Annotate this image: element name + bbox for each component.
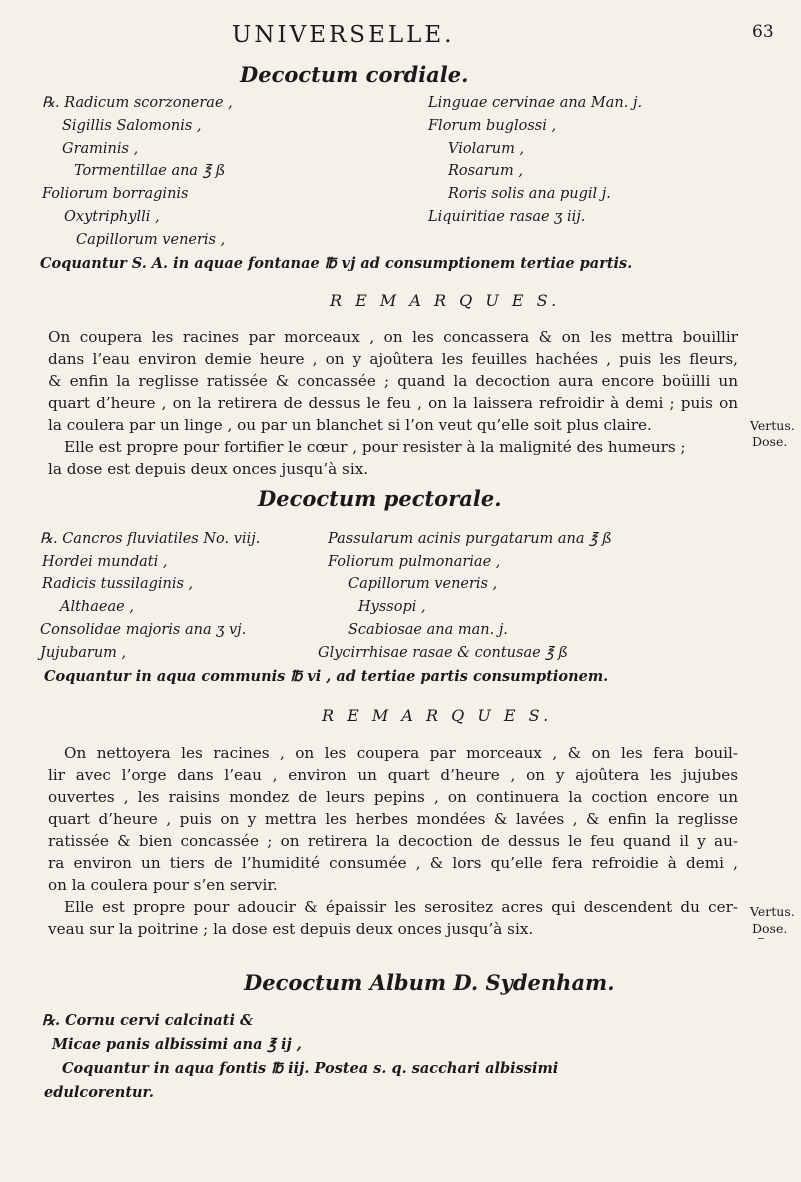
text-line: ouvertes , les raisins mondez de leurs pepins , on continuera la coction encore un	[48, 788, 738, 806]
ingredient-right: Foliorum pulmonariae ,	[328, 554, 501, 570]
coquantur-line: edulcorentur.	[44, 1084, 154, 1101]
text-line: on la coulera pour s’en servir.	[48, 876, 278, 894]
text-line: la dose est depuis deux onces jusqu’à six.	[48, 460, 369, 478]
text-line: quart d’heure , on la retirera de dessus le feu , on la laissera refroidir à demi ; puis on	[48, 394, 738, 412]
ingredient-right: Scabiosae ana man. j.	[348, 622, 508, 638]
margin-note-dose: Dose.	[752, 921, 788, 936]
ingredient-left: Jujubarum ,	[40, 645, 127, 661]
text-line: On nettoyera les racines , on les coupera par morceaux , & on les fera bouil-	[64, 744, 738, 762]
text-line: & enfin la reglisse ratissée & concassée ; quand la decoction aura encore boüilli un	[48, 372, 738, 390]
recipe-title-pectorale: Decoctum pectorale.	[258, 486, 502, 511]
ingredient-left: Oxytriphylli ,	[64, 209, 160, 225]
ingredient-left: Radicis tussilaginis ,	[42, 576, 194, 592]
ingredient-right: Hyssopi ,	[358, 599, 426, 615]
coquantur-line: Coquantur in aqua communis ℔ vi , ad tertiae partis consumptionem.	[44, 668, 609, 685]
ingredient-left: ℞. Cancros fluviatiles No. viij.	[40, 531, 261, 547]
ingredient-right: Capillorum veneris ,	[348, 576, 498, 592]
ingredient-line: ℞. Cornu cervi calcinati &	[42, 1012, 254, 1029]
coquantur-line: Coquantur in aqua fontis ℔ iij. Postea s. q. sacchari albissimi	[62, 1060, 559, 1077]
text-line: Elle est propre pour adoucir & épaissir les serositez acres qui descendent du cer-	[64, 898, 738, 916]
text-line: quart d’heure , puis on y mettra les herbes mondées & lavées , & enfin la reglisse	[48, 810, 738, 828]
text-line: Elle est propre pour fortifier le cœur , pour resister à la malignité des humeurs ;	[64, 438, 686, 456]
ingredient-left: Capillorum veneris ,	[76, 232, 226, 248]
text-line: veau sur la poitrine ; la dose est depuis deux onces jusqu’à six.	[48, 920, 534, 938]
remarques-heading: R E M A R Q U E S.	[322, 706, 553, 725]
coquantur-line: Coquantur S. A. in aquae fontanae ℔ vj ad consumptionem tertiae partis.	[40, 255, 633, 272]
ingredient-left: ℞. Radicum scorzonerae ,	[42, 95, 233, 111]
remarks-paragraph	[48, 742, 738, 940]
ingredient-left: Tormentillae ana ℥ ß	[74, 163, 226, 179]
ingredient-left: Graminis ,	[62, 141, 139, 157]
margin-note-vertus: Vertus.	[750, 418, 795, 433]
ingredient-left: Foliorum borraginis	[42, 186, 189, 202]
text-line: lir avec l’orge dans l’eau , environ un quart d’heure , on y ajoûtera les jujubes	[48, 766, 738, 784]
ingredient-line: Micae panis albissimi ana ℥ ij ,	[52, 1036, 302, 1053]
remarks-paragraph	[48, 326, 738, 480]
margin-note-dose: Dose.	[752, 434, 788, 449]
ingredient-right: Passularum acinis purgatarum ana ℥ ß	[328, 531, 612, 547]
ingredient-left: Consolidae majoris ana ʒ vj.	[40, 622, 247, 638]
ingredient-left: Hordei mundati ,	[42, 554, 168, 570]
text-line: On coupera les racines par morceaux , on les concassera & on les mettra bouillir	[48, 328, 738, 346]
margin-note-vertus: Vertus.	[750, 904, 795, 919]
ingredient-right: Glycirrhisae rasae & contusae ℥ ß	[318, 645, 568, 661]
recipe-title-album: Decoctum Album D. Sydenham.	[244, 970, 615, 995]
page-number: 63	[752, 22, 774, 42]
running-title: UNIVERSELLE.	[232, 22, 455, 48]
ingredient-right: Rosarum ,	[448, 163, 523, 179]
ingredient-left: Althaeae ,	[60, 599, 134, 615]
ingredient-right: Violarum ,	[448, 141, 525, 157]
ingredient-right: Liquiritiae rasae ʒ iij.	[428, 209, 586, 225]
ingredient-left: Sigillis Salomonis ,	[62, 118, 202, 134]
text-line: dans l’eau environ demie heure , on y ajoûtera les feuilles hachées , puis les fleurs,	[48, 350, 738, 368]
text-line: la coulera par un linge , ou par un blanchet si l’on veut qu’elle soit plus claire.	[48, 416, 652, 434]
ingredient-right: Florum buglossi ,	[428, 118, 557, 134]
text-line: ra environ un tiers de l’humidité consumée , & lors qu’elle fera refroidie à demi ,	[48, 854, 738, 872]
margin-dash	[758, 938, 764, 939]
ingredient-right: Roris solis ana pugil j.	[448, 186, 611, 202]
recipe-title-cordiale: Decoctum cordiale.	[240, 62, 469, 87]
remarques-heading: R E M A R Q U E S.	[330, 291, 561, 310]
ingredient-right: Linguae cervinae ana Man. j.	[428, 95, 643, 111]
text-line: ratissée & bien concassée ; on retirera la decoction de dessus le feu quand il y au-	[48, 832, 738, 850]
